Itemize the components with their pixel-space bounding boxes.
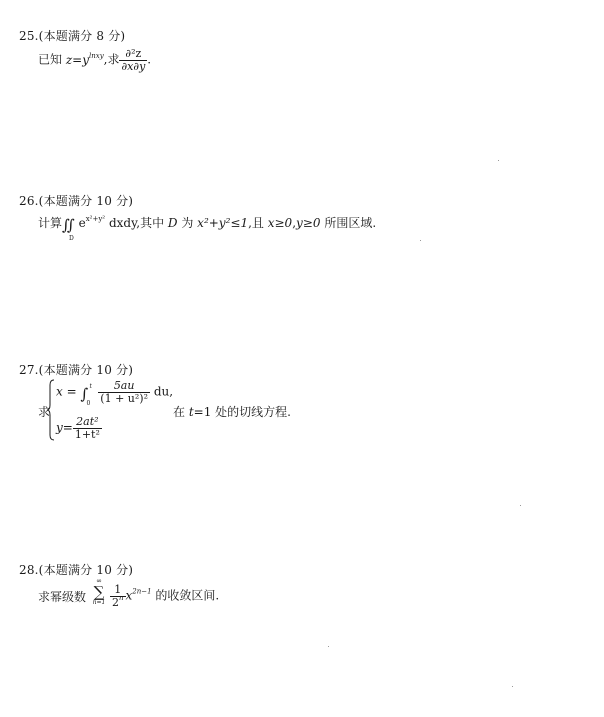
q27-y-equation: y= $\frac{\text{2at²}}{\text{1+t²}}$ xyxy=(56,415,100,441)
question-27-header: 27.(本题满分 10 分) xyxy=(19,363,134,377)
q26-integrand: $e^{x^2+y^2}$ dxdy xyxy=(78,215,137,230)
summation-symbol: ∞ ∑ n=1 xyxy=(92,577,106,606)
scan-speck xyxy=(498,160,499,161)
q25-known-label: 已知 xyxy=(38,52,63,67)
q27-y-fraction: $\frac{\text{2at²}}{\text{1+t²}}$ xyxy=(74,415,100,441)
question-28-header: 28.(本题满分 10 分) xyxy=(19,563,134,577)
scan-speck xyxy=(420,240,421,241)
q27-x-fraction: $\frac{5au}{\text{(1 + u²)²}}$ xyxy=(100,379,148,405)
question-25-header: 25.(本题满分 8 分) xyxy=(19,29,126,43)
question-26-body: 计算∬ D $e^{x^2+y^2}$ dxdy,其中 D 为 x²+y²≤1,且 x≥0,y≥0 所围区域. xyxy=(38,215,377,242)
q27-tail-text: 在 t=1 处的切线方程. xyxy=(173,405,291,419)
scan-speck xyxy=(328,646,329,647)
q27-system-brace xyxy=(47,379,55,441)
q28-series-term: $\frac{1}{2^n}$ $x^{2n-1}$ 的收敛区间. xyxy=(112,583,220,609)
q25-find-label: ,求 xyxy=(103,52,120,67)
integral-symbol: ∫ xyxy=(80,384,89,403)
scan-speck xyxy=(512,686,513,687)
q26-calc-label: 计算 xyxy=(38,216,63,230)
q26-region-condition: x²+y²≤1 xyxy=(197,216,249,230)
scan-speck xyxy=(520,505,521,506)
q25-equation: $z=y^{lnxy}$ xyxy=(65,51,104,67)
q25-partial-derivative: $\frac{\text{∂²z}}{\partial x\partial y}$ xyxy=(121,47,146,73)
double-integral-symbol: ∬ xyxy=(62,216,75,234)
q27-x-equation: x = ∫ t 0 $\frac{5au}{\text{(1 + u²)²}}$ du, xyxy=(56,379,174,407)
q27-find-label: 求 xyxy=(38,405,51,419)
q28-find-label: 求幂级数 xyxy=(38,590,87,604)
question-25-body: 已知 $z=y^{lnxy}$,求 $\frac{\text{∂²z}}{\partial x\partial y}$ . xyxy=(38,47,152,73)
question-26-header: 26.(本题满分 10 分) xyxy=(19,194,134,208)
